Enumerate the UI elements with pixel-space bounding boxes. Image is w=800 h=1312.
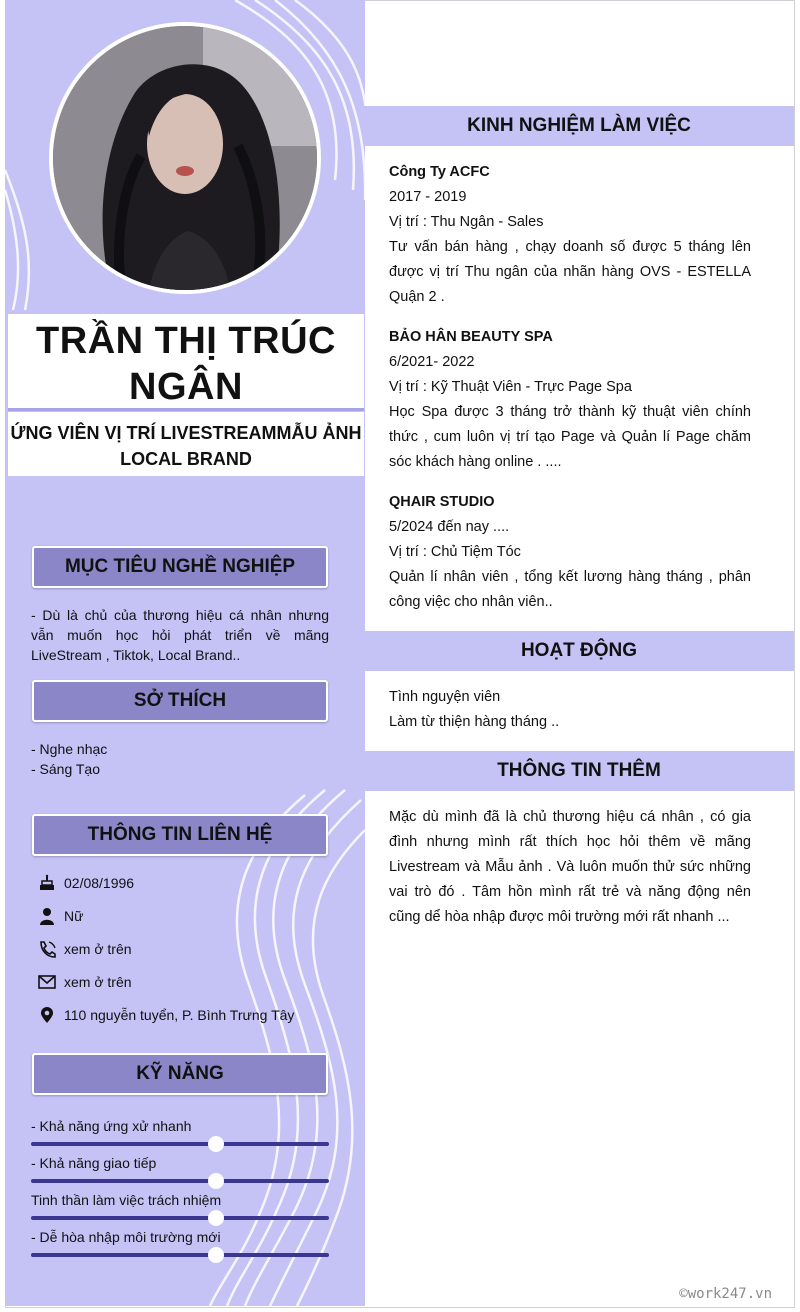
candidate-name: TRẦN THỊ TRÚC NGÂN [36, 320, 336, 408]
job-company: QHAIR STUDIO [389, 494, 495, 510]
name-box [8, 314, 364, 410]
mail-icon [38, 973, 56, 991]
birthday-value: 02/08/1996 [64, 875, 135, 891]
cake-icon [38, 874, 56, 892]
job-role: Vị trí : Kỹ Thuật Viên - Trực Page Spa [389, 379, 632, 395]
skill-label: - Dễ hòa nhập môi trường mới [31, 1229, 221, 1245]
job-period: 5/2024 đến nay .... [389, 519, 510, 535]
skill-knob [208, 1210, 224, 1226]
email-value: xem ở trên [64, 974, 132, 990]
job-description: Quản lí nhân viên , tổng kết lương hàng tháng , phân công việc cho nhân viên.. [389, 569, 751, 610]
skill-bar [31, 1179, 329, 1183]
position-title: ỨNG VIÊN VỊ TRÍ LIVESTREAMMẪU ẢNH LOCAL BRAND [8, 412, 364, 476]
activity-item: Tình nguyện viên [389, 689, 501, 705]
experience-heading: KINH NGHIỆM LÀM VIỆC [364, 106, 794, 146]
phone-icon [38, 940, 56, 958]
job-entry [389, 160, 751, 310]
address-value: 110 nguyễn tuyển, P. Bình Trưng Tây [64, 1007, 295, 1023]
portrait-illustration [53, 26, 321, 294]
watermark: ©work247.vn [679, 1286, 772, 1302]
job-description: Học Spa được 3 tháng trở thành kỹ thuật viên chính thức , cum luôn vị trí tạo Page và Quản lí Page chăm sóc khách hàng online . .... [389, 404, 751, 470]
job-description: Tư vấn bán hàng , chạy doanh số được 5 tháng lên được vị trí Thu ngân của nhãn hàng OVS - ESTELLA Quận 2 . [389, 239, 751, 305]
contact-address [38, 1004, 294, 1026]
skill-knob [208, 1173, 224, 1189]
skill-knob [208, 1247, 224, 1263]
hobby-item: - Sáng Tạo [31, 761, 101, 777]
job-entry [389, 325, 751, 475]
gender-value: Nữ [64, 908, 84, 924]
activity-item: Làm từ thiện hàng tháng .. [389, 714, 560, 730]
contact-phone [38, 938, 132, 960]
job-company: Công Ty ACFC [389, 164, 490, 180]
job-entry [389, 490, 751, 615]
job-role: Vị trí : Chủ Tiệm Tóc [389, 544, 521, 560]
contact-gender [38, 905, 83, 927]
skill-bar [31, 1142, 329, 1146]
contact-heading: THÔNG TIN LIÊN HỆ [32, 814, 328, 856]
name-divider [8, 408, 364, 411]
skill-label: - Khả năng giao tiếp [31, 1155, 157, 1171]
job-period: 6/2021- 2022 [389, 354, 475, 370]
contact-email [38, 971, 132, 993]
extra-info-heading: THÔNG TIN THÊM [364, 751, 794, 791]
job-company: BẢO HÂN BEAUTY SPA [389, 329, 553, 345]
hobby-item: - Nghe nhạc [31, 741, 108, 757]
job-period: 2017 - 2019 [389, 189, 467, 205]
extra-info-text: Mặc dù mình đã là chủ thương hiệu cá nhân , có gia đình nhưng mình rất thích học hỏi thêm về mãng Livestream và Mẫu ảnh . Và luôn muốn thử sức những vai trò đó . Tâm hồn mình rất trẻ và năng động nên cũng dể hòa nhập được môi trường mới rất nhanh ... [389, 809, 751, 925]
hobbies-heading: SỞ THÍCH [32, 680, 328, 722]
location-pin-icon [38, 1006, 56, 1024]
career-goal-text: - Dù là chủ của thương hiệu cá nhân nhưng vẫn muốn học hỏi phát triển về mãng LiveStream , Tiktok, Local Brand.. [31, 607, 329, 663]
activities-heading: HOẠT ĐỘNG [364, 631, 794, 671]
job-role: Vị trí : Thu Ngân - Sales [389, 214, 544, 230]
contact-birthday [38, 872, 134, 894]
skill-bar [31, 1253, 329, 1257]
skill-knob [208, 1136, 224, 1152]
skill-bar [31, 1216, 329, 1220]
phone-value: xem ở trên [64, 941, 132, 957]
person-icon [38, 907, 56, 925]
skills-heading: KỸ NĂNG [32, 1053, 328, 1095]
activities-list [389, 685, 751, 735]
skill-label: Tinh thần làm việc trách nhiệm [31, 1192, 222, 1208]
skill-label: - Khả năng ứng xử nhanh [31, 1118, 192, 1134]
career-goal-heading: MỤC TIÊU NGHỀ NGHIỆP [32, 546, 328, 588]
profile-photo [49, 22, 321, 294]
